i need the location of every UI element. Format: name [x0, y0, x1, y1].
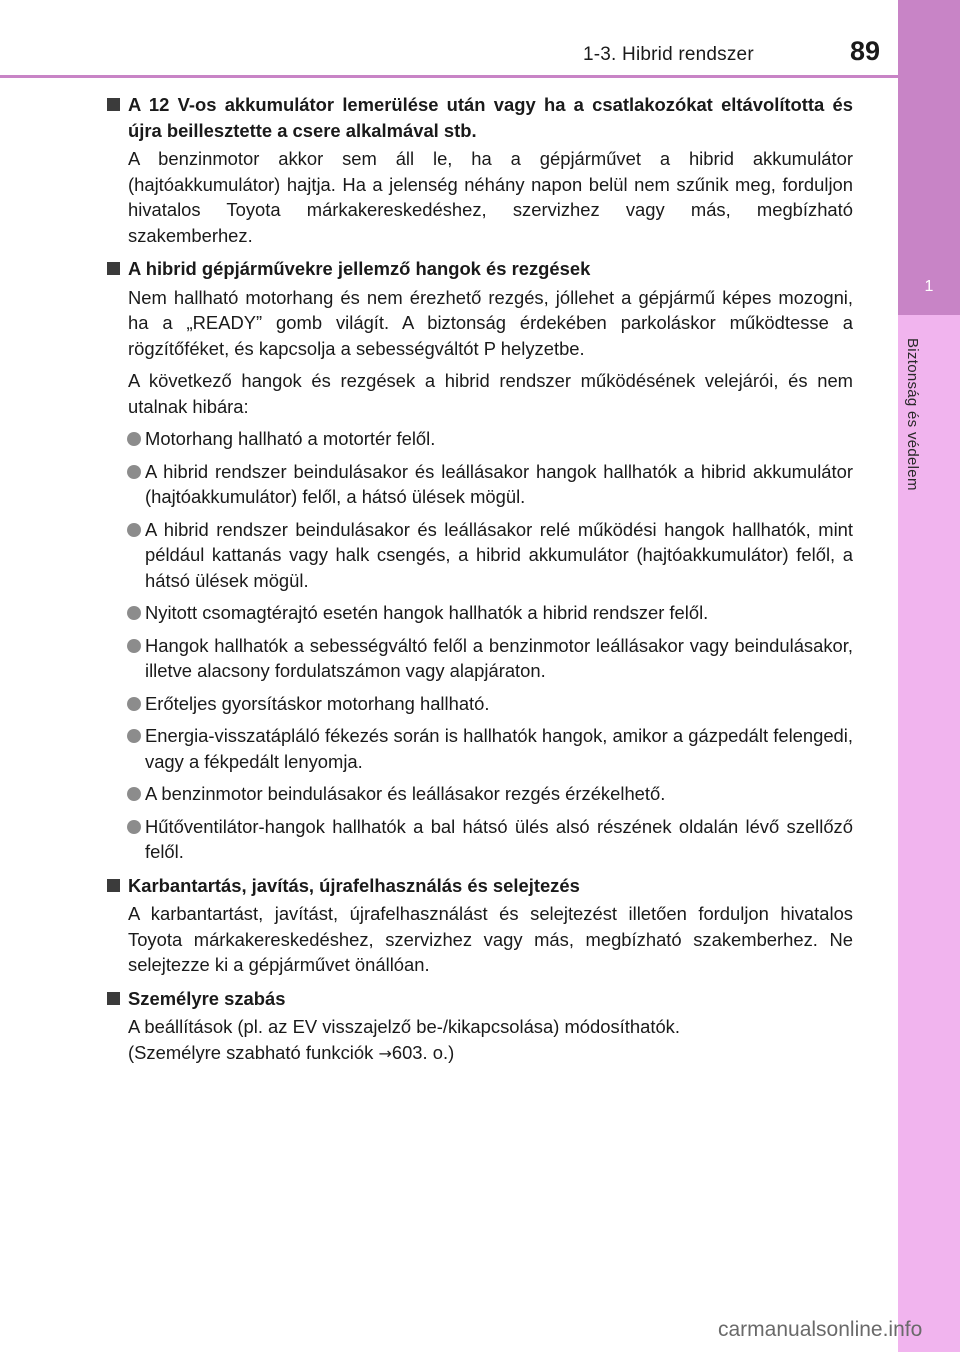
paragraph [105, 1014, 853, 1066]
list-item [105, 600, 853, 626]
list-item [105, 781, 853, 807]
square-bullet-icon [107, 262, 120, 275]
page-number: 89 [850, 36, 881, 66]
section-heading [105, 256, 853, 282]
list-item-text: Nyitott csomagtérajtó esetén hangok hallhatók a hibrid rendszer felől. [145, 602, 709, 623]
chapter-title: Biztonság és védelem [904, 338, 921, 491]
reference-target: 603. o.) [391, 1041, 455, 1063]
square-bullet-icon [107, 879, 120, 892]
list-item [105, 517, 853, 594]
list-item [105, 691, 853, 717]
section-sounds [105, 256, 853, 865]
list-item-text: Hangok hallhatók a sebességváltó felől a benzinmotor leállásakor vagy beindulásakor, illetve alacsony fordulatszámon vagy alapjáraton. [145, 634, 853, 681]
circle-bullet-icon [127, 729, 141, 743]
circle-bullet-icon [127, 820, 141, 834]
section-heading [105, 92, 853, 143]
circle-bullet-icon [127, 606, 141, 620]
list-item-text: A hibrid rendszer beindulásakor és leállásakor hangok hallhatók a hibrid akkumulátor (hajtóakkumulátor) felől, a hátsó ülések mögül. [145, 460, 853, 507]
chapter-side-tab-active [898, 0, 960, 315]
list-item-text: A hibrid rendszer beindulásakor és leállásakor relé működési hangok hallhatók, mint például kattanás vagy halk csengés, a hibrid akkumulátor (hajtóakkumulátor) felől, a hátsó ülések mögül. [145, 518, 853, 591]
circle-bullet-icon [127, 432, 141, 446]
heading-text: A 12 V-os akkumulátor lemerülése után vagy ha a csatlakozókat eltávolította és újra beillesztette a csere alkalmával stb. [128, 94, 853, 141]
circle-bullet-icon [127, 787, 141, 801]
list-item [105, 723, 853, 774]
watermark: carmanualsonline.info [718, 1318, 923, 1341]
list-item [105, 814, 853, 865]
circle-bullet-icon [127, 523, 141, 537]
arrow-right-icon: → [378, 1043, 392, 1063]
paragraph: Nem hallható motorhang és nem érezhető rezgés, jóllehet a gépjármű képes mozogni, ha a „READY” gomb világít. A biztonság érdekében parkoláskor működtesse a rögzítőféket, és kapcsolja a sebességváltót P helyzetbe. [128, 286, 853, 359]
list-item-text: Motorhang hallható a motortér felől. [145, 428, 436, 449]
paragraph: A karbantartást, javítást, újrafelhasználást és selejtezést illetően forduljon hivatalos Toyota márkakereskedéshez, szervizhez vagy más, megbízható szakemberhez. Ne selejtezze ki a gépjárművet önállóan. [128, 903, 853, 975]
section-heading [105, 986, 853, 1012]
chapter-number: 1 [924, 278, 934, 295]
circle-bullet-icon [127, 465, 141, 479]
list-item [105, 459, 853, 510]
list-item-text: Energia-visszatápláló fékezés során is hallhatók hangok, amikor a gázpedált felengedi, vagy a fékpedált lenyomja. [145, 725, 853, 772]
header-rule [0, 75, 898, 78]
circle-bullet-icon [127, 697, 141, 711]
paragraph: A következő hangok és rezgések a hibrid rendszer működésének velejárói, és nem utalnak hibára: [128, 370, 853, 417]
page-reference[interactable] [128, 1042, 454, 1063]
paragraph-text: A beállítások (pl. az EV visszajelző be-/kikapcsolása) módosíthatók. [128, 1016, 680, 1037]
list-item-text: Erőteljes gyorsításkor motorhang hallható. [145, 692, 490, 714]
running-header: 1-3. Hibrid rendszer [583, 44, 754, 65]
square-bullet-icon [107, 98, 120, 111]
list-item-text: A benzinmotor beindulásakor és leállásakor rezgés érzékelhető. [145, 783, 666, 804]
list-item-text: Hűtőventilátor-hangok hallhatók a bal hátsó ülés alsó részének oldalán lévő szellőző felől. [145, 815, 853, 862]
circle-bullet-icon [127, 639, 141, 653]
section-maintenance [105, 873, 853, 978]
heading-text: Személyre szabás [128, 987, 286, 1009]
page-content [105, 92, 853, 1074]
paragraph: A benzinmotor akkor sem áll le, ha a gépjárművet a hibrid akkumulátor (hajtóakkumulátor) hajtja. Ha a jelenség néhány napon belül nem szűnik meg, forduljon hivatalos Toyota márkakereskedéshez, szervizhez vagy más, megbízható szakemberhez. [128, 148, 853, 246]
reference-prefix: (Személyre szabható funkciók [128, 1041, 379, 1063]
heading-text: A hibrid gépjárművekre jellemző hangok és rezgések [128, 258, 591, 279]
section-battery [105, 92, 853, 248]
heading-text: Karbantartás, javítás, újrafelhasználás és selejtezés [128, 874, 580, 896]
section-heading [105, 873, 853, 899]
list-item [105, 426, 853, 452]
section-customization [105, 986, 853, 1067]
list-item [105, 633, 853, 684]
square-bullet-icon [107, 992, 120, 1005]
